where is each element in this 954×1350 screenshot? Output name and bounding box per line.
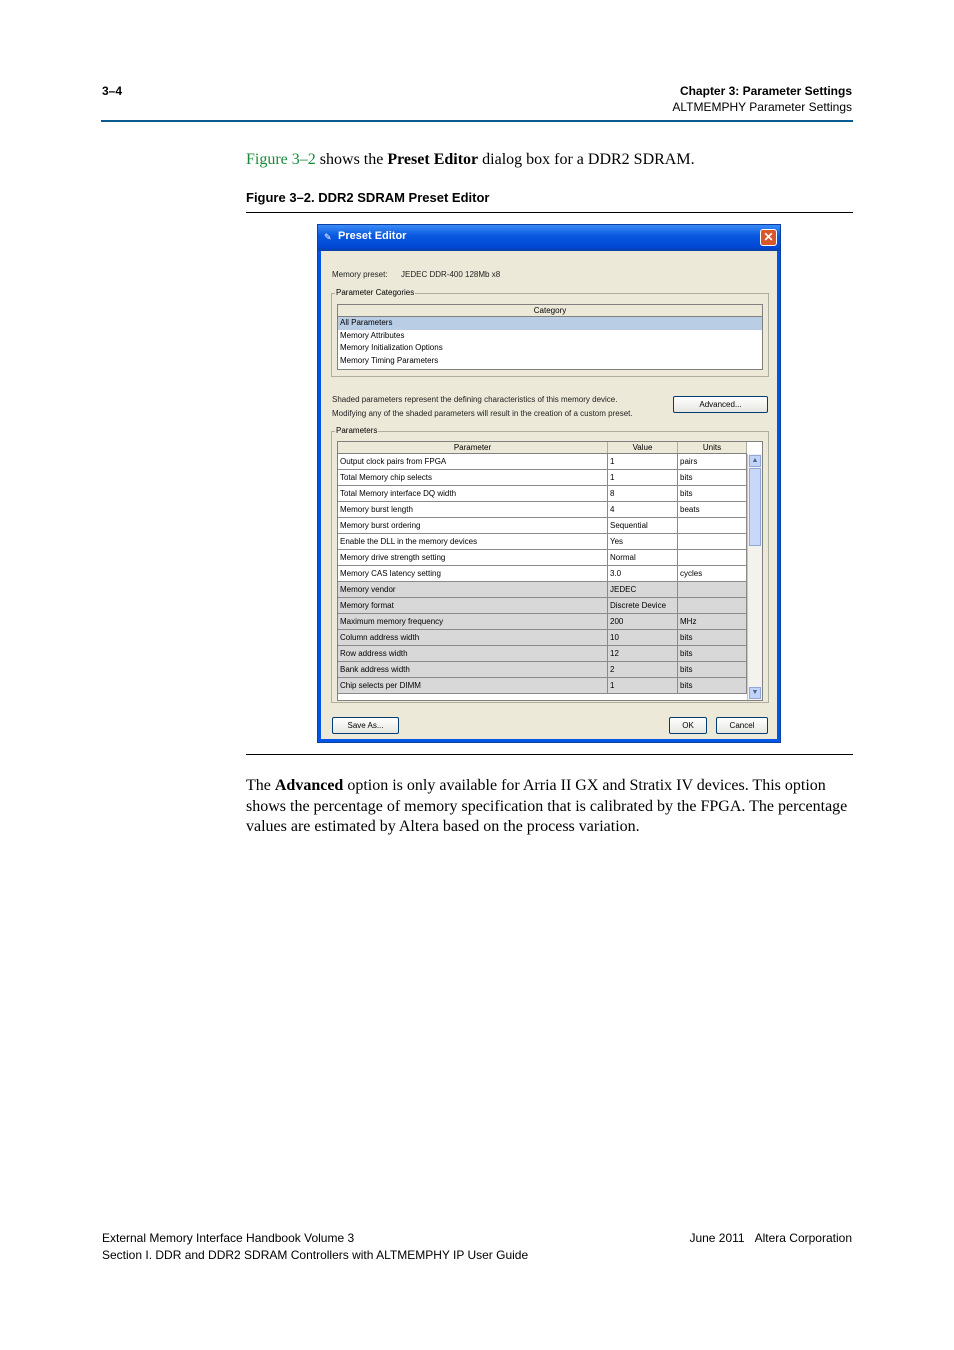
footer-subtitle: Section I. DDR and DDR2 SDRAM Controllers with ALTMEMPHY IP User Guide xyxy=(102,1248,529,1262)
table-row[interactable] xyxy=(338,630,747,646)
running-header xyxy=(672,83,852,115)
cell-value[interactable]: 1 xyxy=(608,678,678,693)
figure-rule-bottom xyxy=(246,754,853,755)
col-value[interactable]: Value xyxy=(608,442,678,453)
table-row[interactable] xyxy=(338,534,747,550)
categories-group-title: Parameter Categories xyxy=(336,288,415,297)
footer-title: External Memory Interface Handbook Volume 3 xyxy=(102,1231,355,1245)
cell-parameter: Output clock pairs from FPGA xyxy=(338,454,608,469)
category-item-initialization[interactable]: Memory Initialization Options xyxy=(340,343,443,352)
col-parameter[interactable]: Parameter xyxy=(338,442,608,453)
cell-value[interactable]: 200 xyxy=(608,614,678,629)
para-bold: Advanced xyxy=(274,777,344,794)
cell-parameter: Bank address width xyxy=(338,662,608,677)
cell-units: bits xyxy=(678,470,747,485)
footer-left xyxy=(102,1230,528,1264)
intro-paragraph xyxy=(246,150,856,171)
memory-preset-value: JEDEC DDR-400 128Mb x8 xyxy=(401,270,501,279)
table-row[interactable] xyxy=(338,678,747,694)
cell-parameter: Column address width xyxy=(338,630,608,645)
dialog-title: Preset Editor xyxy=(338,230,407,242)
category-item-attributes[interactable]: Memory Attributes xyxy=(340,330,405,340)
cell-units: bits xyxy=(678,662,747,677)
footer-right xyxy=(679,1230,852,1247)
table-row[interactable] xyxy=(338,550,747,566)
cell-parameter: Enable the DLL in the memory devices xyxy=(338,534,608,549)
cell-parameter: Row address width xyxy=(338,646,608,661)
table-row[interactable] xyxy=(338,614,747,630)
cell-value[interactable]: Normal xyxy=(608,550,678,565)
figure-rule-top xyxy=(246,212,853,213)
table-row[interactable] xyxy=(338,646,747,662)
footer-date: June 2011 xyxy=(689,1231,745,1245)
intro-text-a: shows the xyxy=(315,151,388,168)
cell-value[interactable]: 1 xyxy=(608,454,678,469)
close-icon[interactable]: ✕ xyxy=(760,229,777,246)
table-row[interactable] xyxy=(338,598,747,614)
table-row[interactable] xyxy=(338,662,747,678)
cell-units: cycles xyxy=(678,566,747,581)
footer-company: Altera Corporation xyxy=(754,1231,852,1245)
cell-value[interactable]: 3.0 xyxy=(608,566,678,581)
table-row[interactable] xyxy=(338,454,747,470)
cell-value[interactable]: 1 xyxy=(608,470,678,485)
ok-button[interactable]: OK xyxy=(669,717,707,734)
category-header: Category xyxy=(338,305,762,317)
cell-units: MHz xyxy=(678,614,747,629)
col-units[interactable]: Units xyxy=(678,442,747,453)
advanced-button[interactable]: Advanced... xyxy=(673,396,768,413)
page-number: 3–4 xyxy=(102,84,123,98)
table-row[interactable] xyxy=(338,518,747,534)
para-text-a: The xyxy=(246,777,275,794)
cell-parameter: Memory burst ordering xyxy=(338,518,608,533)
separator xyxy=(331,376,767,377)
cell-parameter: Total Memory interface DQ width xyxy=(338,486,608,501)
cell-value[interactable]: Discrete Device xyxy=(608,598,678,613)
shaded-note-2: Modifying any of the shaded parameters will result in the creation of a custom preset. xyxy=(332,409,633,418)
cell-units: beats xyxy=(678,502,747,517)
scroll-up-icon[interactable]: ▲ xyxy=(749,455,761,467)
cell-value[interactable]: 2 xyxy=(608,662,678,677)
preset-editor-dialog xyxy=(317,224,781,743)
cell-units xyxy=(678,534,747,549)
table-row[interactable] xyxy=(338,582,747,598)
cell-parameter: Chip selects per DIMM xyxy=(338,678,608,693)
save-as-button[interactable]: Save As... xyxy=(332,717,399,734)
table-scrollbar[interactable] xyxy=(747,454,762,700)
dialog-client xyxy=(321,251,777,739)
cell-units: bits xyxy=(678,630,747,645)
scroll-thumb[interactable] xyxy=(749,468,761,546)
table-row[interactable] xyxy=(338,470,747,486)
cell-units xyxy=(678,550,747,565)
cell-parameter: Memory format xyxy=(338,598,608,613)
cell-parameter: Total Memory chip selects xyxy=(338,470,608,485)
cell-units: bits xyxy=(678,486,747,501)
intro-text-b: dialog box for a DDR2 SDRAM. xyxy=(478,151,695,168)
category-item-timing[interactable]: Memory Timing Parameters xyxy=(340,355,439,365)
advanced-paragraph xyxy=(246,776,856,838)
java-icon: ✎ xyxy=(324,232,332,242)
memory-preset-label: Memory preset: xyxy=(332,270,388,279)
intro-bold: Preset Editor xyxy=(387,151,479,168)
parameters-group-title: Parameters xyxy=(336,426,378,435)
cell-parameter: Memory drive strength setting xyxy=(338,550,608,565)
cell-value[interactable]: 12 xyxy=(608,646,678,661)
cell-units: bits xyxy=(678,646,747,661)
figure-caption: Figure 3–2. DDR2 SDRAM Preset Editor xyxy=(246,190,490,205)
shaded-note-1: Shaded parameters represent the defining characteristics of this memory device. xyxy=(332,395,618,404)
cell-value[interactable]: 10 xyxy=(608,630,678,645)
cell-value[interactable]: 4 xyxy=(608,502,678,517)
table-row[interactable] xyxy=(338,566,747,582)
section-title: ALTMEMPHY Parameter Settings xyxy=(672,100,852,114)
cell-units xyxy=(678,582,747,597)
cell-parameter: Memory CAS latency setting xyxy=(338,566,608,581)
cell-parameter: Memory vendor xyxy=(338,582,608,597)
cell-units xyxy=(678,598,747,613)
category-list[interactable] xyxy=(337,304,763,370)
chapter-title: Chapter 3: Parameter Settings xyxy=(679,84,852,98)
cell-value[interactable]: Sequential xyxy=(608,518,678,533)
table-header xyxy=(338,442,747,454)
parameters-table xyxy=(337,441,763,701)
cell-parameter: Maximum memory frequency xyxy=(338,614,608,629)
para-text-b: option is only available for Arria II GX and Stratix IV devices. This option shows the percentage of memory specification that is calibrated by the FPGA. The percentage values are estimated by Altera based on the process variation. xyxy=(246,777,848,835)
category-item-all[interactable]: All Parameters xyxy=(338,317,762,330)
cancel-button[interactable]: Cancel xyxy=(716,717,768,734)
cell-value[interactable]: Yes xyxy=(608,534,678,549)
cell-value[interactable]: JEDEC xyxy=(608,582,678,597)
scroll-down-icon[interactable]: ▼ xyxy=(749,687,761,699)
cell-units: pairs xyxy=(678,454,747,469)
cell-value[interactable]: 8 xyxy=(608,486,678,501)
table-row[interactable] xyxy=(338,502,747,518)
dialog-titlebar[interactable] xyxy=(318,225,780,251)
table-row[interactable] xyxy=(338,486,747,502)
table-body xyxy=(338,454,747,694)
figure-link[interactable]: Figure 3–2 xyxy=(246,151,316,168)
cell-units: bits xyxy=(678,678,747,693)
cell-units xyxy=(678,518,747,533)
cell-parameter: Memory burst length xyxy=(338,502,608,517)
header-rule xyxy=(101,120,853,122)
